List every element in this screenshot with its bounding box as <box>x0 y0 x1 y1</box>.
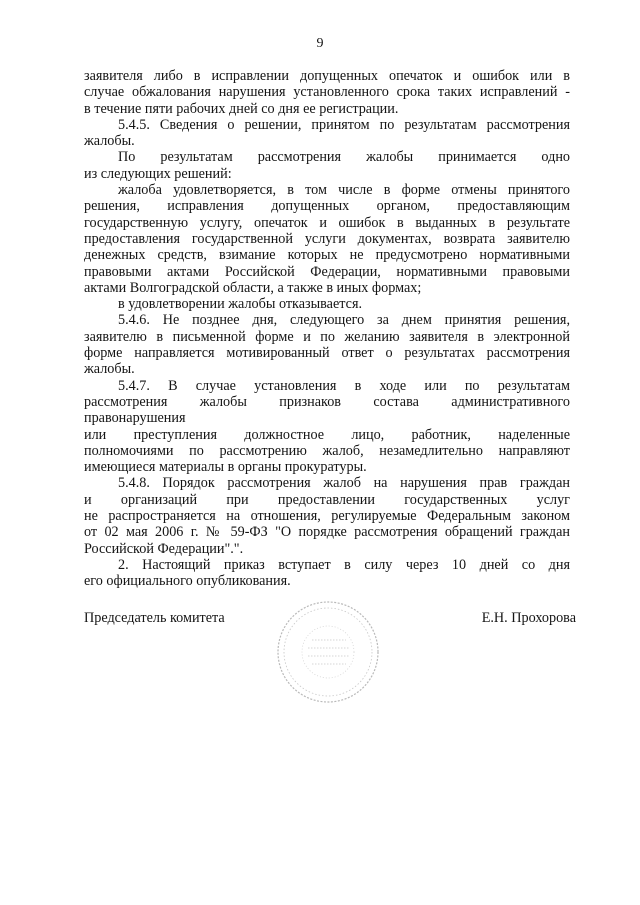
text-line: от 02 мая 2006 г. № 59-ФЗ "О порядке рассмотрения обращений граждан <box>84 524 570 541</box>
text-line: в течение пяти рабочих дней со дня ее регистрации. <box>84 100 399 117</box>
text-line: случае обжалования нарушения установленного срока таких исправлений - <box>84 84 570 101</box>
text-line: актами Волгоградской области, а также в иных формах; <box>84 279 422 296</box>
text-line: полномочиями по рассмотрению жалоб, незамедлительно направляют <box>84 442 570 459</box>
text-line: не распространяется на отношения, регулируемые Федеральным законом <box>84 508 570 525</box>
text-line: или преступления должностное лицо, работник, наделенные <box>84 426 570 443</box>
text-line: заявителя либо в исправлении допущенных опечаток и ошибок или в <box>84 68 570 84</box>
text-line: предоставления государственной услуги документах, возврата заявителю <box>84 230 570 247</box>
text-line: правонарушения <box>84 410 186 427</box>
page-number: 9 <box>316 36 324 51</box>
text-line: рассмотрения жалобы признаков состава административного <box>84 393 570 410</box>
text-line: государственную услугу, опечаток и ошибок в выданных в результате <box>84 214 570 231</box>
text-line: решения, исправления допущенных органом, предоставляющим <box>84 198 570 215</box>
signatory-name: Е.Н. Прохорова <box>481 610 576 626</box>
text-line: 5.4.8. Порядок рассмотрения жалоб на нарушения прав граждан <box>118 475 570 492</box>
document-body <box>84 68 570 590</box>
text-line: из следующих решений: <box>84 165 232 182</box>
text-line: По результатам рассмотрения жалобы принимается одно <box>118 149 570 166</box>
text-line: 5.4.6. Не позднее дня, следующего за днем принятия решения, <box>118 312 570 329</box>
text-line: Российской Федерации".". <box>84 540 244 557</box>
official-stamp-seal <box>272 596 384 708</box>
text-line: жалобы. <box>84 361 135 378</box>
text-line: его официального опубликования. <box>84 573 291 590</box>
text-line: форме направляется мотивированный ответ о результатах рассмотрения <box>84 345 570 362</box>
text-line: 5.4.7. В случае установления в ходе или по результатам <box>118 377 570 394</box>
text-line: жалоба удовлетворяется, в том числе в форме отмены принятого <box>118 182 570 199</box>
text-line: заявителю в письменной форме и по желанию заявителя в электронной <box>84 328 570 345</box>
text-line: имеющиеся материалы в органы прокуратуры. <box>84 459 367 476</box>
text-line: 2. Настоящий приказ вступает в силу через 10 дней со дня <box>118 556 570 573</box>
signatory-position: Председатель комитета <box>84 610 225 626</box>
text-line: 5.4.5. Сведения о решении, принятом по результатам рассмотрения <box>118 116 570 133</box>
text-line: и организаций при предоставлении государственных услуг <box>84 491 570 508</box>
text-line: денежных средств, взимание которых не предусмотрено нормативными <box>84 247 570 264</box>
text-line: в удовлетворении жалобы отказывается. <box>118 296 363 313</box>
text-line: жалобы. <box>84 133 135 150</box>
text-line: правовыми актами Российской Федерации, нормативными правовыми <box>84 263 570 280</box>
